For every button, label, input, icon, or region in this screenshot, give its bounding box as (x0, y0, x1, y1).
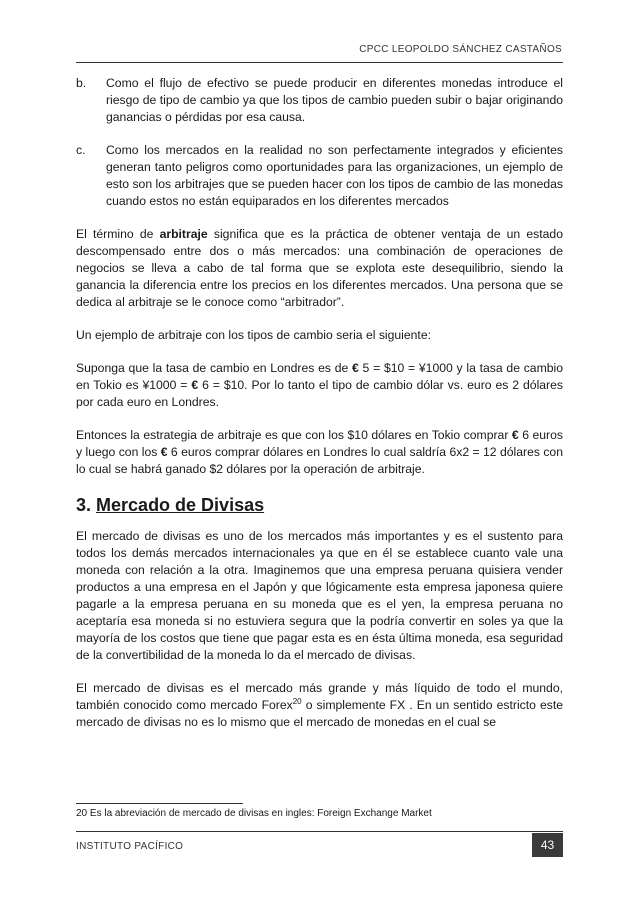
list-item-b (76, 75, 563, 126)
exchange-rate-paragraph (76, 360, 563, 411)
arbitrage-definition-paragraph (76, 226, 563, 311)
text-span: 6 euros comprar dólares en Londres lo cual saldría 6x2 = 12 dólares con lo cual se habrá ganado $2 dólares por la operación de arbitraje. (76, 445, 563, 476)
page-body (76, 75, 563, 747)
text-span: significa que es la práctica de obtener ventaja de un estado descompensado entre dos o más mercados: una combinación de operaciones de negocios se lleva a cabo de tal forma que se explota este desequilibrio, siendo la ganancia la diferencia entre los precios en los diferentes mercados. Una persona que se dedica al arbitraje se le conoce como “arbitrador”. (76, 227, 563, 309)
currency-market-paragraph: El mercado de divisas es uno de los mercados más importantes y es el sustento para todos los demás mercados internacionales ya que en él se establece cuanto vale una moneda con relación a la otra. Imaginemos que una empresa peruana quisiera vender productos a una empresa en el Japón y que lógicamente esta empresa japonesa quiere pagarle a la empresa peruana en su moneda que es el yen, la empresa peruana no aceptaría esa moneda si no estuviera segura que la podría convertir en soles ya que la mayoría de los costos que tiene que pagar esta es en ésta última moneda, esa seguridad de la convertibilidad de la moneda lo da el mercado de divisas. (76, 529, 563, 662)
text-span: El mercado de divisas es el mercado más grande y más líquido de todo el mundo, también conocido como mercado Forex (76, 681, 563, 712)
euro-symbol: € (191, 378, 199, 392)
text-span: Entonces la estrategia de arbitraje es que con los $10 dólares en Tokio comprar (76, 428, 512, 442)
header-divider (76, 62, 563, 63)
text-span: El término de (76, 227, 160, 241)
section-heading (76, 494, 563, 516)
text-span: Suponga que la tasa de cambio en Londres es de (76, 361, 353, 375)
euro-symbol: € (511, 428, 519, 442)
footnote: 20 Es la abreviación de mercado de divisas en ingles: Foreign Exchange Market (76, 808, 432, 819)
footer-publisher: INSTITUTO PACÍFICO (76, 841, 184, 852)
list-item-text: Como los mercados en la realidad no son perfectamente integrados y eficientes generan tanto peligros como oportunidades para las organizaciones, un ejemplo de esto son los arbitrajes que se pueden hacer con los tipos de cambio de las monedas cuando estos no están equiparados en los diferentes mercados (106, 143, 563, 208)
page-number-badge: 43 (532, 833, 563, 857)
list-item-text: Como el flujo de efectivo se puede producir en diferentes monedas introduce el riesgo de tipo de cambio ya que los tipos de cambio pueden subir o bajar originando ganancias o pérdidas por esa causa. (106, 76, 563, 124)
section-title: Mercado de Divisas (96, 495, 265, 515)
running-header-author: CPCC LEOPOLDO SÁNCHEZ CASTAÑOS (359, 44, 562, 55)
section-number: 3. (76, 495, 92, 515)
text-span: 5 = $10 = ¥1000 y la tasa de cambio en Tokio es ¥1000 = (76, 361, 564, 392)
list-marker: c. (76, 143, 86, 157)
forex-paragraph (76, 680, 563, 731)
text-span: 6 = $10. Por lo tanto el tipo de cambio dólar vs. euro es 2 dólares por cada euro en Londres. (76, 378, 563, 409)
arbitrage-strategy-paragraph (76, 427, 563, 478)
list-item-c (76, 142, 563, 210)
euro-symbol: € (352, 361, 359, 375)
list-marker: b. (76, 76, 87, 90)
footer-divider (76, 831, 563, 832)
euro-symbol: € (160, 445, 168, 459)
footnote-divider (76, 803, 243, 804)
footnote-reference[interactable]: 20 (292, 696, 302, 706)
term-arbitraje: arbitraje (159, 227, 208, 241)
text-span: 6 euros y luego con los (76, 428, 563, 459)
text-span: o simplemente FX . En un sentido estricto este mercado de divisas no es lo mismo que el mercado de monedas en el cual se (76, 698, 564, 729)
example-intro-paragraph: Un ejemplo de arbitraje con los tipos de cambio seria el siguiente: (76, 328, 431, 342)
